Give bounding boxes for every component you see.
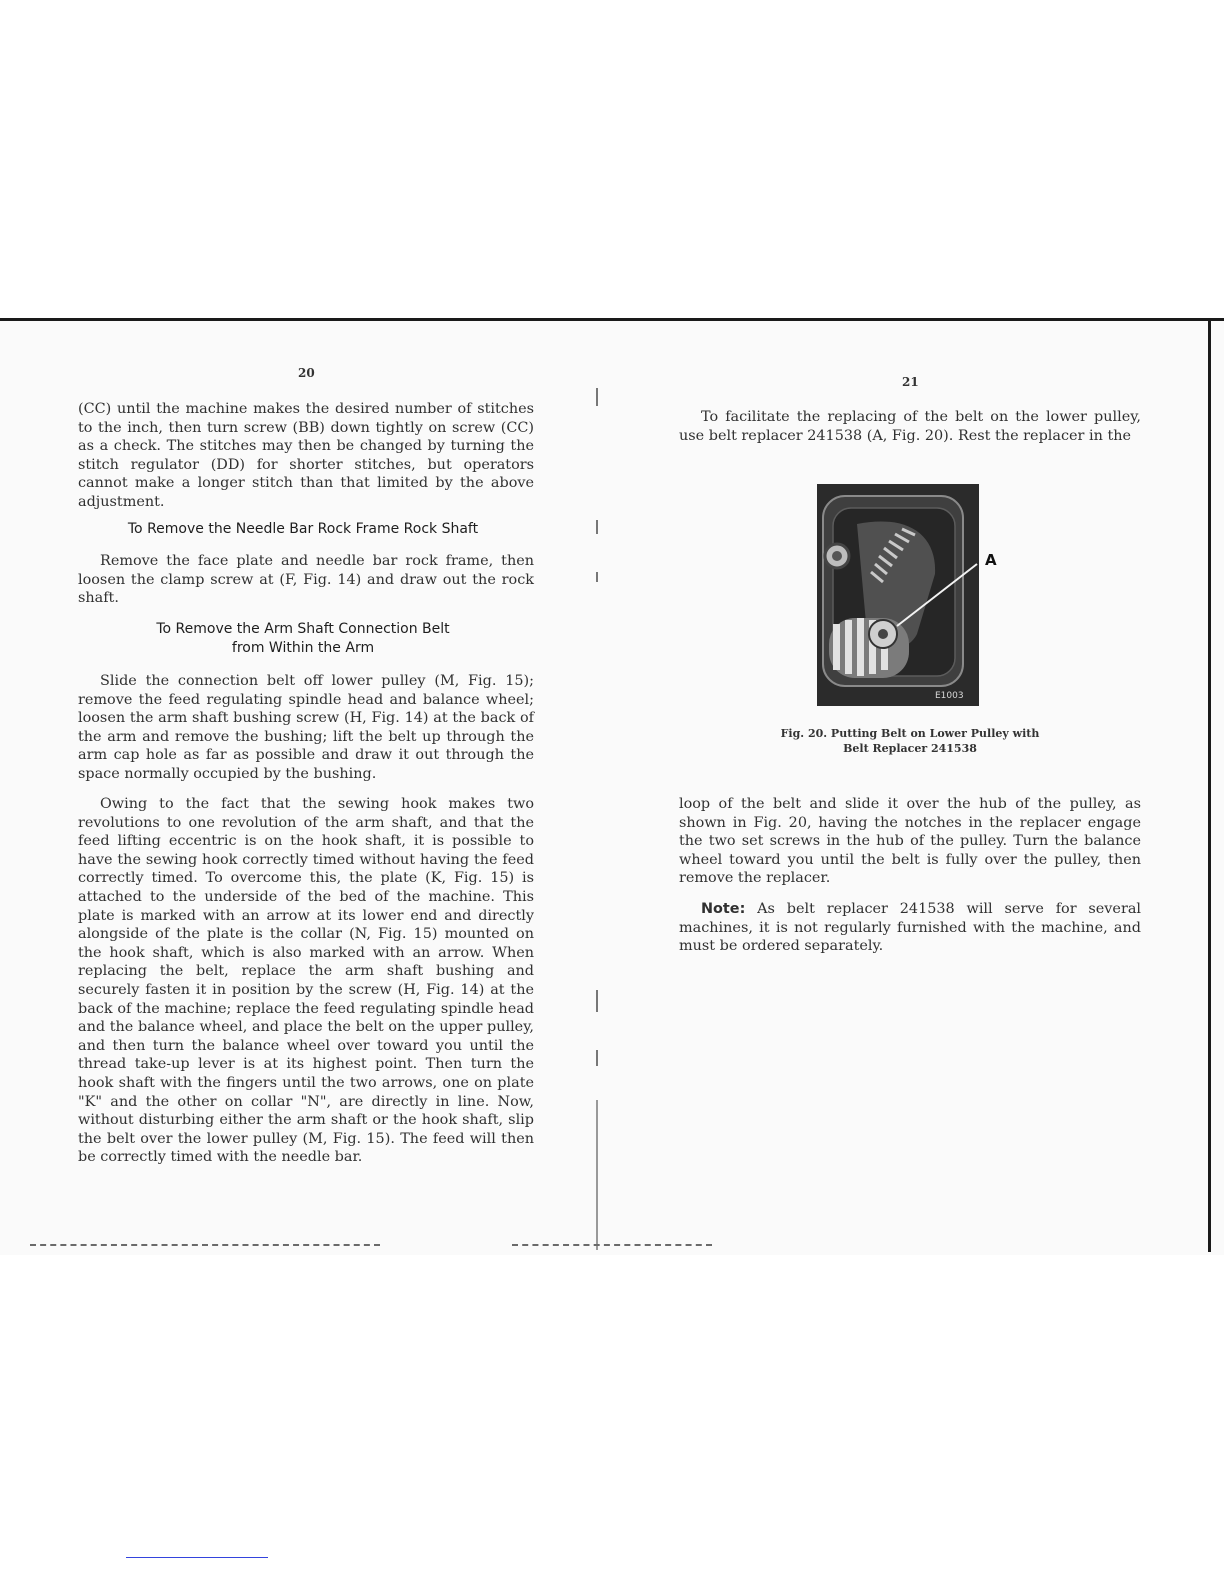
figure-code: E1003 [935, 691, 964, 701]
right-para-2: loop of the belt and slide it over the hub of the pulley, as shown in Fig. 20, having the notches in the replacer engage the two set screws in the hub of the pulley. Turn the balance wheel toward you until the belt is fully over the pulley, then remove the replacer. [679, 796, 1141, 887]
heading-rock-shaft: To Remove the Needle Bar Rock Frame Rock Shaft [127, 521, 479, 537]
pulley-illustration [817, 484, 979, 706]
page-number-right: 21 [902, 375, 919, 389]
note-text: As belt replacer 241538 will serve for several machines, it is not regularly furnished with the machine, and must be ordered separately. [679, 901, 1141, 955]
right-para-1: To facilitate the replacing of the belt on the lower pulley, use belt replacer 241538 (A, Fig. 20). Rest the replacer in the [679, 409, 1141, 444]
figure-20-photo [817, 484, 979, 706]
left-para-3: Slide the connection belt off lower pulley (M, Fig. 15); remove the feed regulating spindle head and balance wheel; loosen the arm shaft bushing screw (H, Fig. 14) at the back of the arm and remove the bushing; lift the belt up through the arm cap hole as far as possible and draw it out through the space normally occupied by the bushing. [78, 673, 534, 782]
heading-line-1: To Remove the Arm Shaft Connection Belt [156, 621, 450, 637]
book-spine [596, 380, 598, 1250]
figure-label-a: A [985, 551, 997, 569]
note-label: Note: [701, 901, 746, 917]
caption-line-1: Fig. 20. Putting Belt on Lower Pulley with [780, 727, 1040, 740]
bottom-edge-left [30, 1244, 380, 1248]
footer-link-line [126, 1557, 268, 1558]
page-number-left: 20 [298, 366, 315, 380]
bottom-edge-right [512, 1244, 712, 1248]
left-para-2: Remove the face plate and needle bar rock frame, then loosen the clamp screw at (F, Fig. 14) and draw out the rock shaft. [78, 553, 534, 607]
right-page-border [1208, 318, 1211, 1252]
figure-caption [740, 726, 1080, 756]
left-para-4: Owing to the fact that the sewing hook makes two revolutions to one revolution of the arm shaft, and that the feed lifting eccentric is on the hook shaft, it is possible to have the sewing hook correctly timed without having the feed correctly timed. To overcome this, the plate (K, Fig. 15) is attached to the underside of the bed of the machine. This plate is marked with an arrow at its lower end and directly alongside of the plate is the collar (N, Fig. 15) mounted on the hook shaft, which is also marked with an arrow. When replacing the belt, replace the arm shaft bushing and securely fasten it in position by the screw (H, Fig. 14) at the back of the machine; replace the feed regulating spindle head and the balance wheel, and place the belt on the upper pulley, and then turn the balance wheel over toward you until the thread take-up lever is at its highest point. Then turn the hook shaft with the fingers until the two arrows, one on plate "K" and the other on collar "N", are directly in line. Now, without disturbing either the arm shaft or the hook shaft, slip the belt over the lower pulley (M, Fig. 15). The feed will then be correctly timed with the needle bar. [78, 796, 534, 1166]
heading-connection-belt [78, 620, 528, 658]
note-paragraph [679, 900, 1141, 956]
heading-line-2: from Within the Arm [231, 640, 375, 656]
left-para-1: (CC) until the machine makes the desired number of stitches to the inch, then turn screw (BB) down tightly on screw (CC) as a check. The stitches may then be changed by turning the stitch regulator (DD) for shorter stitches, but operators cannot make a longer stitch than that limited by the above adjustment. [78, 401, 534, 510]
caption-line-2: Belt Replacer 241538 [843, 742, 977, 755]
